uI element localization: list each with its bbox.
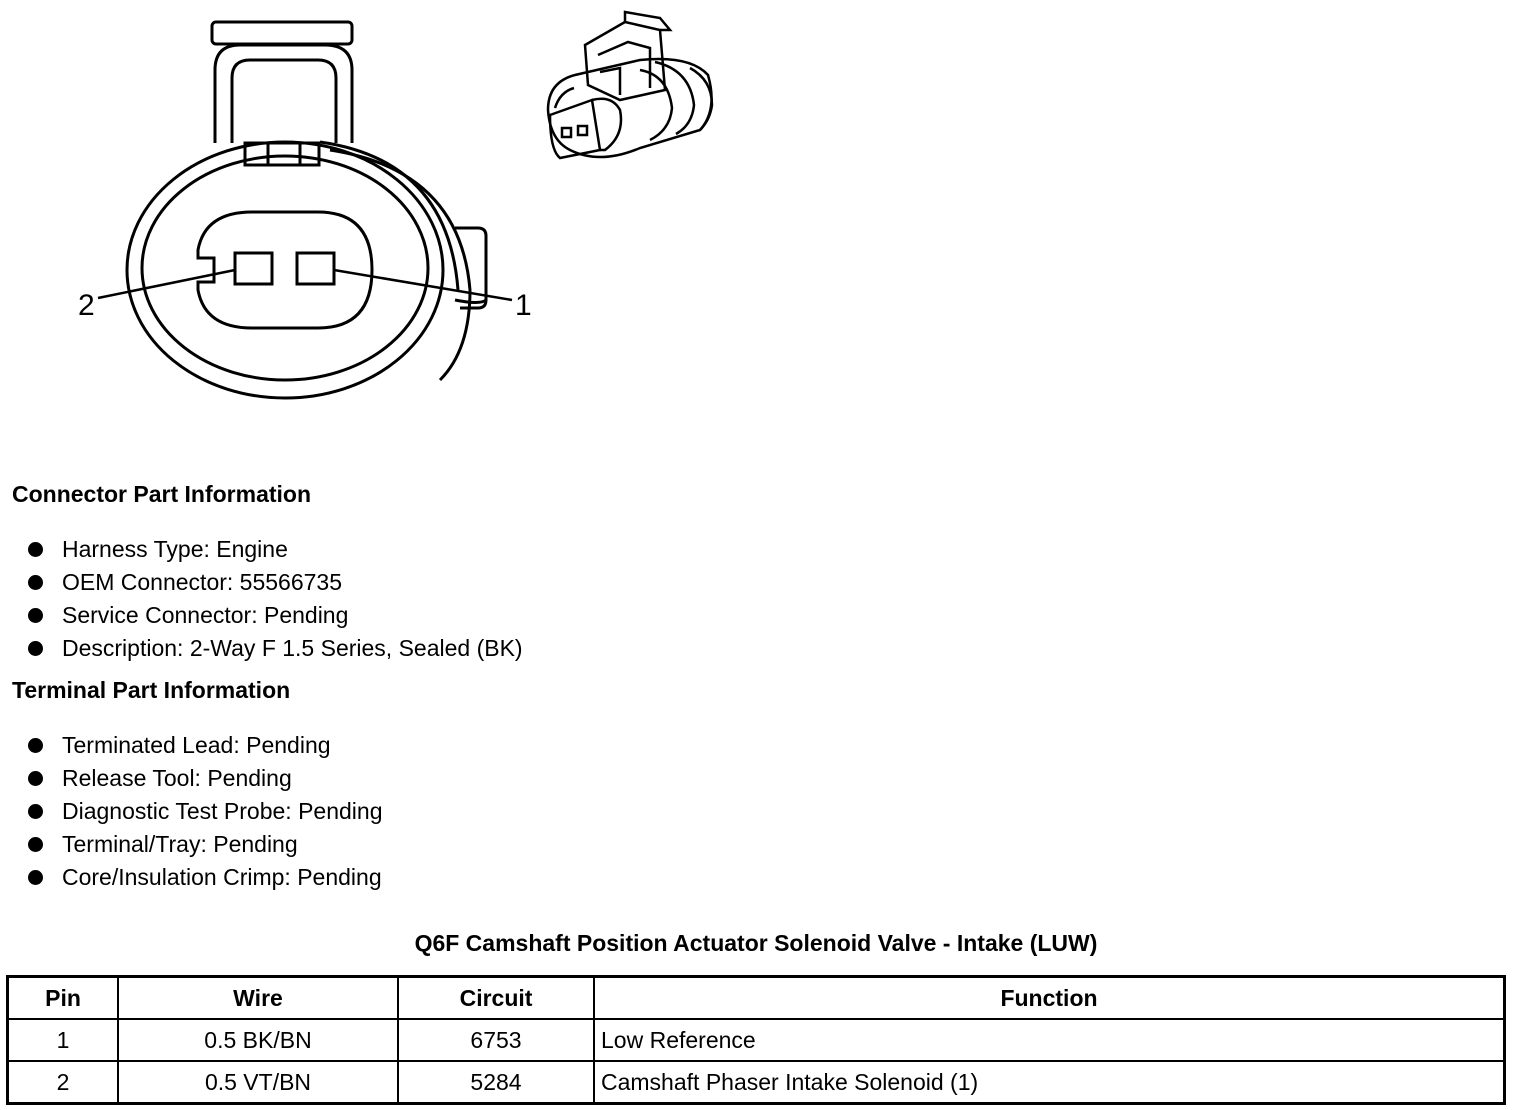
list-item: OEM Connector: 55566735 — [28, 566, 523, 599]
cell-wire: 0.5 BK/BN — [118, 1019, 398, 1061]
cell-pin: 1 — [8, 1019, 119, 1061]
connector-face-drawing — [98, 22, 512, 398]
table-row — [8, 1019, 1505, 1061]
bullet-icon — [28, 542, 43, 557]
bullet-icon — [28, 771, 43, 786]
cell-pin: 2 — [8, 1061, 119, 1104]
bullet-icon — [28, 837, 43, 852]
bullet-icon — [28, 870, 43, 885]
bullet-icon — [28, 608, 43, 623]
cell-wire: 0.5 VT/BN — [118, 1061, 398, 1104]
table-title: Q6F Camshaft Position Actuator Solenoid Valve - Intake (LUW) — [414, 930, 1098, 956]
bullet-icon — [28, 575, 43, 590]
bullet-icon — [28, 641, 43, 656]
pin-label-1: 1 — [515, 289, 532, 322]
pin-label-2: 2 — [78, 289, 95, 322]
cell-circuit: 6753 — [398, 1019, 594, 1061]
list-item: Description: 2-Way F 1.5 Series, Sealed (BK) — [28, 632, 523, 665]
table-row — [8, 1061, 1505, 1104]
cell-function: Low Reference — [594, 1019, 1505, 1061]
column-header-wire: Wire — [118, 977, 398, 1020]
connector-diagram — [0, 0, 760, 440]
table-header-row — [8, 977, 1505, 1020]
list-item: Terminated Lead: Pending — [28, 729, 383, 762]
list-item: Diagnostic Test Probe: Pending — [28, 795, 383, 828]
bullet-icon — [28, 738, 43, 753]
column-header-pin: Pin — [8, 977, 119, 1020]
column-header-function: Function — [594, 977, 1505, 1020]
list-item: Service Connector: Pending — [28, 599, 523, 632]
pinout-table — [6, 975, 1506, 1105]
connector-isometric-drawing — [548, 12, 712, 158]
connector-info-list — [28, 533, 523, 665]
bullet-icon — [28, 804, 43, 819]
list-item: Terminal/Tray: Pending — [28, 828, 383, 861]
list-item: Core/Insulation Crimp: Pending — [28, 861, 383, 894]
terminal-info-heading: Terminal Part Information — [12, 677, 291, 703]
column-header-circuit: Circuit — [398, 977, 594, 1020]
cell-function: Camshaft Phaser Intake Solenoid (1) — [594, 1061, 1505, 1104]
list-item: Release Tool: Pending — [28, 762, 383, 795]
list-item: Harness Type: Engine — [28, 533, 523, 566]
connector-info-heading: Connector Part Information — [12, 481, 312, 507]
cell-circuit: 5284 — [398, 1061, 594, 1104]
terminal-info-list — [28, 729, 383, 894]
